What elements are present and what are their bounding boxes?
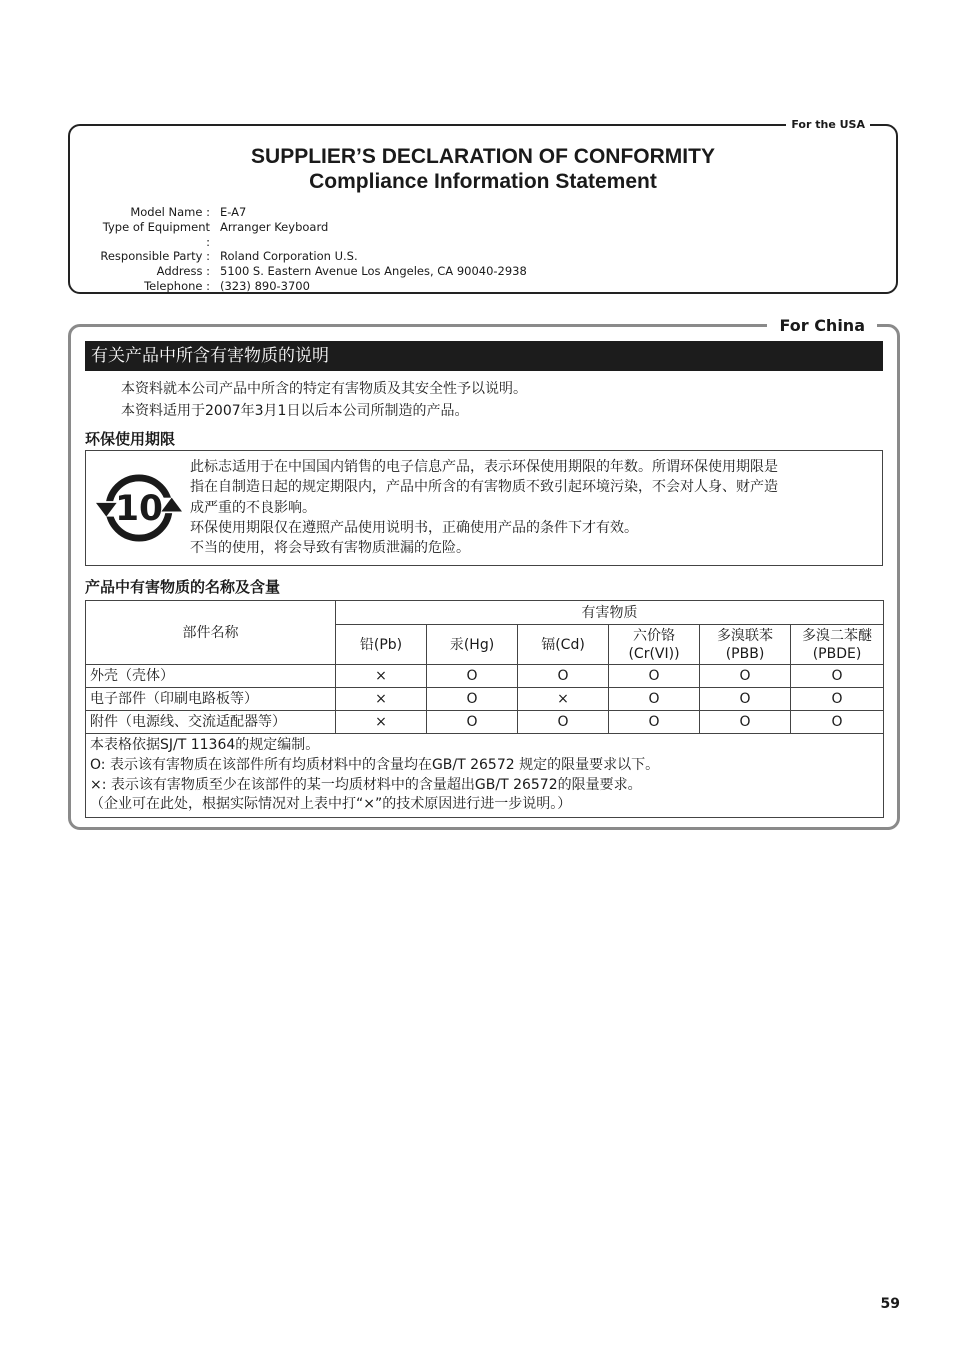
table-notes <box>86 734 884 818</box>
mark-cell: O <box>609 688 700 711</box>
substance-name: 铅(Pb) <box>359 636 403 653</box>
note-line: 本表格依据SJ/T 11364的规定编制。 <box>90 737 320 753</box>
info-label: Address : <box>156 264 210 279</box>
china-title-bar: 有关产品中所含有害物质的说明 <box>85 341 883 371</box>
epup-line: 成严重的不良影响。 <box>190 499 316 516</box>
note-line: O: 表示该有害物质在该部件所有均质材料中的含量均在GB/T 26572 规定的限量要求以下。 <box>90 756 660 773</box>
intro-line-2: 本资料适用于2007年3月1日以后本公司所制造的产品。 <box>121 403 469 419</box>
usa-declaration-box <box>68 118 898 294</box>
note-line: ×: 表示该有害物质至少在该部件的某一均质材料中的含量超出GB/T 26572的限量要求。 <box>90 776 642 793</box>
info-value: 5100 S. Eastern Avenue Los Angeles, CA 90040-2938 <box>220 264 527 279</box>
mark-cell: O <box>518 665 609 688</box>
mark-cell: × <box>518 688 609 711</box>
table-heading: 产品中有害物质的名称及含量 <box>85 578 281 596</box>
info-row-equipment <box>100 220 527 250</box>
mark-cell: O <box>791 688 884 711</box>
page-number: 59 <box>880 1296 900 1312</box>
mark-cell: O <box>700 688 791 711</box>
epup-description <box>190 457 874 558</box>
info-label: Model Name : <box>130 205 210 219</box>
usa-info-list <box>100 205 527 294</box>
substance-header-pb <box>336 625 427 665</box>
intro-line-1: 本资料就本公司产品中所含的特定有害物质及其安全性予以说明。 <box>121 381 527 397</box>
substance-name: 多溴二苯醚 <box>802 627 872 644</box>
epup-box <box>85 450 883 566</box>
note-line: （企业可在此处，根据实际情况对上表中打“×”的技术原因进行进一步说明。） <box>90 796 572 813</box>
mark-cell: O <box>427 711 518 734</box>
mark-cell: O <box>427 688 518 711</box>
substance-name: 多溴联苯 <box>717 627 773 644</box>
mark-cell: O <box>427 665 518 688</box>
substance-header-cd <box>518 625 609 665</box>
info-row-address <box>100 264 527 279</box>
part-name-header: 部件名称 <box>86 601 336 665</box>
epup-heading: 环保使用期限 <box>85 430 176 448</box>
info-row-party <box>100 249 527 264</box>
mark-cell: O <box>791 665 884 688</box>
substance-header-pbb <box>700 625 791 665</box>
table-notes-row <box>86 734 884 818</box>
mark-cell: × <box>336 711 427 734</box>
info-value: Roland Corporation U.S. <box>220 249 358 264</box>
substance-name: 镉(Cd) <box>541 636 585 653</box>
china-region-tag: For China <box>767 315 877 337</box>
epup-logo-number: 10 <box>115 489 163 530</box>
substance-symbol: (PBDE) <box>812 645 862 662</box>
mark-cell: O <box>700 711 791 734</box>
substance-header-hg <box>427 625 518 665</box>
epup-line: 指在自制造日起的规定期限内，产品中所含的有害物质不致引起环境污染，不会对人身、财产造 <box>190 479 778 496</box>
substance-group-header: 有害物质 <box>336 601 884 625</box>
info-row-telephone <box>100 279 527 294</box>
part-name-cell: 电子部件（印刷电路板等） <box>86 688 336 711</box>
table-row <box>86 711 884 734</box>
usa-title-line2: Compliance Information Statement <box>309 170 657 193</box>
info-value: Arranger Keyboard <box>220 219 329 234</box>
hazardous-substance-table <box>85 600 884 818</box>
mark-cell: × <box>336 665 427 688</box>
info-label: Responsible Party : <box>100 249 210 264</box>
epup-line: 此标志适用于在中国国内销售的电子信息产品，表示环保使用期限的年数。所谓环保使用期限是 <box>190 459 778 475</box>
epup-10-years-icon <box>96 465 182 551</box>
substance-name: 六价铬 <box>633 627 675 644</box>
usa-region-tag: For the USA <box>786 117 870 133</box>
epup-line: 环保使用期限仅在遵照产品使用说明书，正确使用产品的条件下才有效。 <box>190 519 638 536</box>
substance-name: 汞(Hg) <box>449 636 495 653</box>
part-name-cell: 附件（电源线、交流适配器等） <box>86 711 336 734</box>
info-row-model <box>100 205 527 220</box>
info-label: Telephone : <box>144 278 210 293</box>
info-value: (323) 890-3700 <box>220 278 310 293</box>
mark-cell: O <box>518 711 609 734</box>
substance-symbol: (PBB) <box>725 645 765 662</box>
info-label: Type of Equipment : <box>102 219 210 249</box>
china-rohs-box <box>68 316 900 830</box>
usa-title-line1: SUPPLIER’S DECLARATION OF CONFORMITY <box>251 145 715 168</box>
mark-cell: O <box>609 665 700 688</box>
mark-cell: × <box>336 688 427 711</box>
substance-header-pbde <box>791 625 884 665</box>
part-name-cell: 外壳（壳体） <box>86 665 336 688</box>
mark-cell: O <box>791 711 884 734</box>
mark-cell: O <box>609 711 700 734</box>
table-row <box>86 665 884 688</box>
epup-line: 不当的使用，将会导致有害物质泄漏的危险。 <box>190 540 470 557</box>
usa-title <box>70 144 896 194</box>
table-header-row <box>86 601 884 625</box>
substance-symbol: (Cr(VI)) <box>628 645 680 662</box>
substance-header-cr6 <box>609 625 700 665</box>
mark-cell: O <box>700 665 791 688</box>
table-row <box>86 688 884 711</box>
info-value: E-A7 <box>220 205 247 219</box>
